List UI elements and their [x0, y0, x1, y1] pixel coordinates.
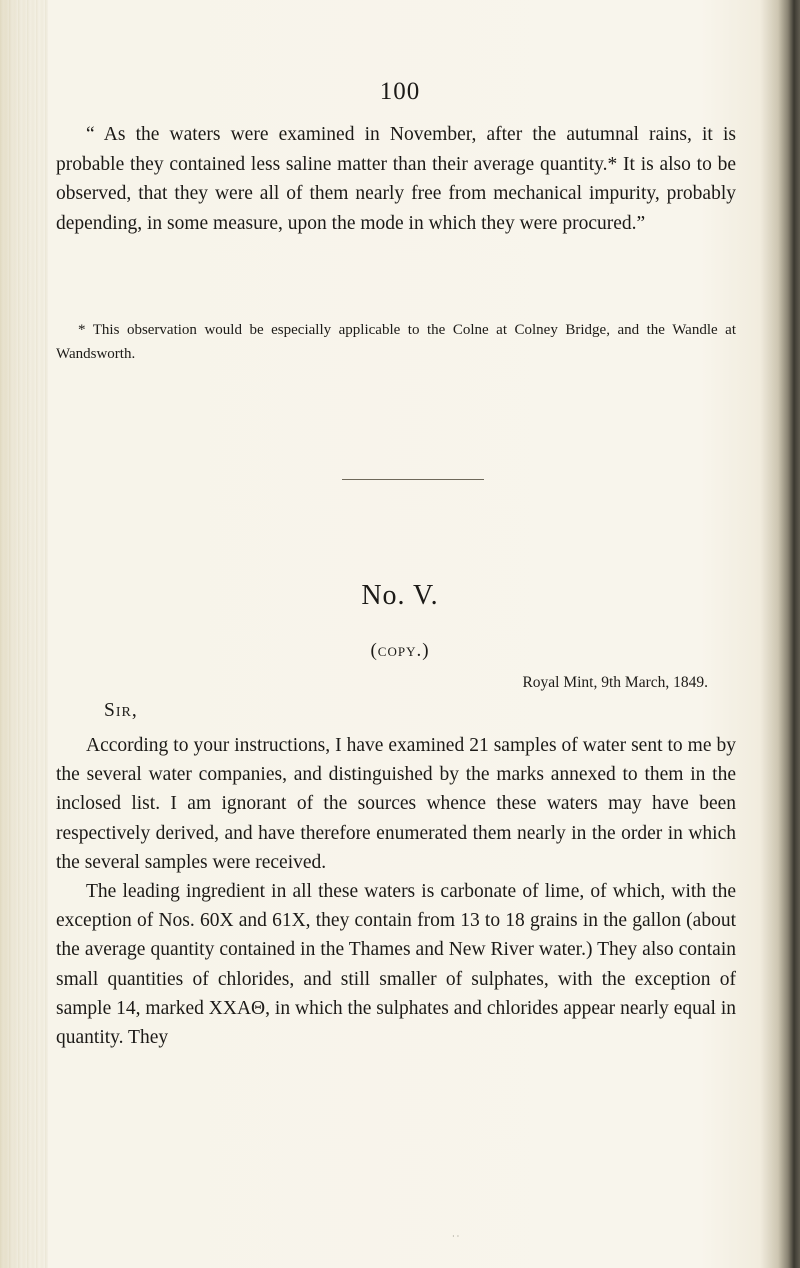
letter-paragraph: According to your instructions, I have examined 21 samples of water sent to me by the several water companies, and distinguished by the marks annexed to them in the inclosed list. I am ignorant of the sources whence these waters may have been respectively derived, and have therefore enumerated them nearly in the order in which the several samples were received. — [56, 735, 736, 873]
quote-paragraph — [56, 120, 736, 238]
book-gutter — [0, 0, 48, 1268]
section-heading: No. V. — [361, 580, 439, 611]
page-number: 100 — [379, 78, 421, 105]
letter-paragraph: The leading ingredient in all these waters is carbonate of lime, of which, with the exception of Nos. 60X and 61X, they contain from 13 to 18 grains in the gallon (about the average quantity contained in the Thames and New River water.) They also contain small quantities of chlorides, and still smaller of sulphates, with the exception of sample 14, marked XXAΘ, in which the sulphates and chlorides appear nearly equal in quantity. They — [56, 881, 736, 1049]
page-edge-shadow — [760, 0, 800, 1268]
letter-salutation: Sir, — [104, 700, 138, 721]
quote-paragraph-text: “ As the waters were examined in November, after the autumnal rains, it is probable they contained less saline matter than their average quantity.* It is also to be observed, that they were all of them nearly free from mechanical impurity, probably depending, in some measure, upon the mode in which they were procured.” — [56, 124, 736, 234]
section-subheading: (copy.) — [370, 640, 430, 661]
letter-dateline: Royal Mint, 9th March, 1849. — [522, 674, 708, 691]
footnote: * This observation would be especially applicable to the Colne at Colney Bridge, and the Wandle at Wandsworth. — [56, 322, 736, 362]
letter-body — [56, 731, 736, 1052]
section-divider — [342, 479, 484, 480]
print-speck: · · — [452, 1232, 460, 1241]
